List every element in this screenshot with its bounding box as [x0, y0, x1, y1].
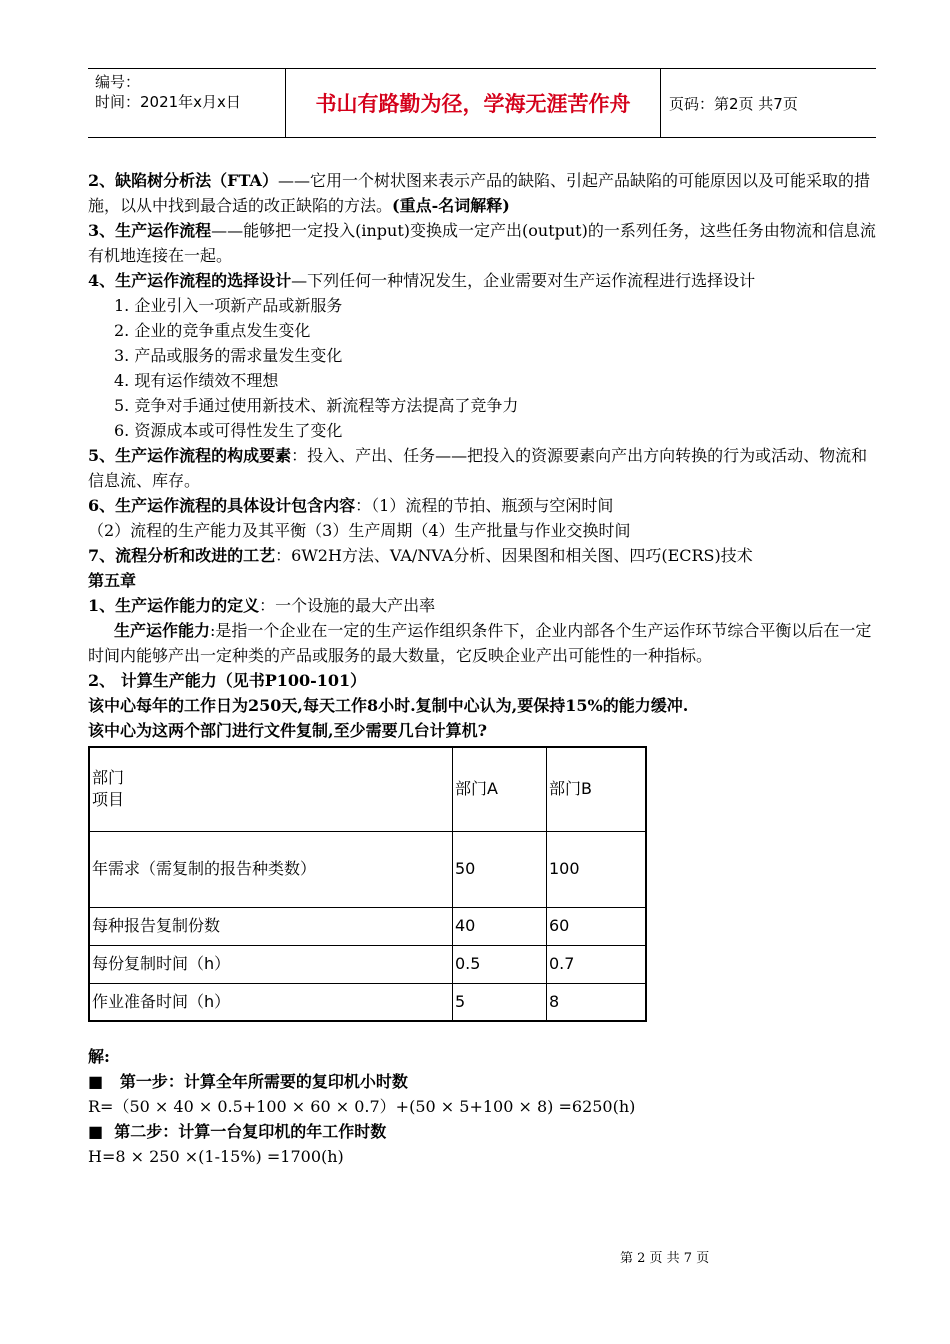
row-label: 每份复制时间（h） — [89, 945, 453, 983]
table-row — [89, 945, 646, 983]
step-2-text: 第二步：计算一台复印机的年工作时数 — [114, 1122, 387, 1141]
fta-note: (重点-名词解释) — [392, 196, 510, 215]
cell-b: 0.7 — [547, 945, 647, 983]
capacity-def-title: 1、生产运作能力的定义 — [88, 596, 260, 615]
fta-text: ——它用一个树状图来表示产品的缺陷、引起产品缺陷的可能原因以及可能采取的措施，以从中找到最合适的改正缺陷的方法。 — [88, 171, 870, 215]
list-item: 5. 竞争对手通过使用新技术、新流程等方法提高了竞争力 — [114, 396, 519, 415]
capacity-detail-title: 生产运作能力 — [114, 621, 211, 640]
cell-a: 50 — [453, 831, 547, 907]
table-row — [89, 983, 646, 1021]
capacity-calc-title: 2、 计算生产能力（见书P100-101） — [88, 671, 367, 690]
cell-b: 8 — [547, 983, 647, 1021]
bullet-icon: ■ — [88, 1072, 104, 1091]
paragraph-process-design — [88, 268, 878, 293]
problem-line-1: 该中心每年的工作日为250天,每天工作8小时.复制中心认为,要保持15%的能力缓冲. — [88, 696, 689, 715]
paragraph-fta — [88, 168, 878, 218]
header-page-number: 页码：第2页 共7页 — [669, 94, 798, 113]
header-number: 编号： — [95, 73, 141, 91]
col-header-b: 部门B — [547, 747, 647, 831]
process-text: ——能够把一定投入(input)变换成一定产出(output)的一系列任务，这些任务由物流和信息流有机地连接在一起。 — [88, 221, 876, 265]
cell-b: 100 — [547, 831, 647, 907]
cell-a: 40 — [453, 907, 547, 945]
chapter-heading: 第五章 — [88, 571, 137, 590]
solution-step-2 — [88, 1119, 878, 1144]
table-header-row — [89, 747, 646, 831]
page-header — [88, 68, 876, 138]
formula-h: H=8 × 250 ×(1-15%) =1700(h) — [88, 1147, 344, 1166]
corner-label-dept: 部门 — [92, 768, 125, 788]
list-item: 2. 企业的竞争重点发生变化 — [114, 321, 311, 340]
document-body — [88, 168, 878, 1169]
paragraph-design-content-2: （2）流程的生产能力及其平衡（3）生产周期（4）生产批量与作业交换时间 — [88, 521, 631, 540]
list-item: 4. 现有运作绩效不理想 — [114, 371, 279, 390]
process-title: 3、生产运作流程 — [88, 221, 212, 240]
design-content-title: 6、生产运作流程的具体设计包含内容 — [88, 496, 356, 515]
table-row — [89, 831, 646, 907]
table-corner-cell — [89, 747, 453, 831]
process-design-title: 4、生产运作流程的选择设计 — [88, 271, 292, 290]
page-footer: 第 2 页 共 7 页 — [620, 1251, 710, 1266]
header-motto: 书山有路勤为径，学海无涯苦作舟 — [286, 69, 661, 137]
corner-label-item: 项目 — [92, 790, 125, 810]
header-time: 时间：2021年x月x日 — [95, 93, 241, 111]
list-item: 3. 产品或服务的需求量发生变化 — [114, 346, 343, 365]
fta-title: 2、缺陷树分析法（FTA） — [88, 171, 278, 190]
formula-r: R=（50 × 40 × 0.5+100 × 60 × 0.7）+(50 × 5+100 × 8) =6250(h) — [88, 1097, 636, 1116]
capacity-table — [88, 746, 647, 1022]
cell-a: 5 — [453, 983, 547, 1021]
paragraph-design-content — [88, 493, 878, 518]
design-content-text: ：（1）流程的节拍、瓶颈与空闲时间 — [355, 496, 614, 515]
process-design-text: —下列任何一种情况发生，企业需要对生产运作流程进行选择设计 — [291, 271, 756, 290]
row-label: 每种报告复制份数 — [89, 907, 453, 945]
header-meta — [88, 69, 286, 137]
paragraph-process — [88, 218, 878, 268]
paragraph-analysis — [88, 543, 878, 568]
col-header-a: 部门A — [453, 747, 547, 831]
cell-b: 60 — [547, 907, 647, 945]
problem-line-2: 该中心为这两个部门进行文件复制,至少需要几台计算机? — [88, 721, 487, 740]
list-item: 1. 企业引入一项新产品或新服务 — [114, 296, 343, 315]
paragraph-capacity-def — [88, 593, 878, 618]
step-1-text: 第一步：计算全年所需要的复印机小时数 — [119, 1072, 408, 1091]
row-label: 作业准备时间（h） — [89, 983, 453, 1021]
elements-text: ：投入、产出、任务——把投入的资源要素向产出方向转换的行为或活动、物流和信息流、库存。 — [88, 446, 868, 490]
solution-label: 解: — [88, 1047, 110, 1066]
capacity-detail-text: :是指一个企业在一定的生产运作组织条件下，企业内部各个生产运作环节综合平衡以后在一定时间内能够产出一定种类的产品或服务的最大数量，它反映企业产出可能性的一种指标。 — [88, 621, 872, 665]
list-item: 6. 资源成本或可得性发生了变化 — [114, 421, 343, 440]
cell-a: 0.5 — [453, 945, 547, 983]
bullet-icon: ■ — [88, 1122, 104, 1141]
paragraph-elements — [88, 443, 878, 493]
solution-step-1 — [88, 1069, 878, 1094]
row-label: 年需求（需复制的报告种类数） — [89, 831, 453, 907]
analysis-text: ：6W2H方法、VA/NVA分析、因果图和相关图、四巧(ECRS)技术 — [275, 546, 753, 565]
analysis-title: 7、流程分析和改进的工艺 — [88, 546, 276, 565]
paragraph-capacity-detail — [88, 618, 878, 668]
elements-title: 5、生产运作流程的构成要素 — [88, 446, 292, 465]
capacity-def-text: ：一个设施的最大产出率 — [259, 596, 436, 615]
table-row — [89, 907, 646, 945]
